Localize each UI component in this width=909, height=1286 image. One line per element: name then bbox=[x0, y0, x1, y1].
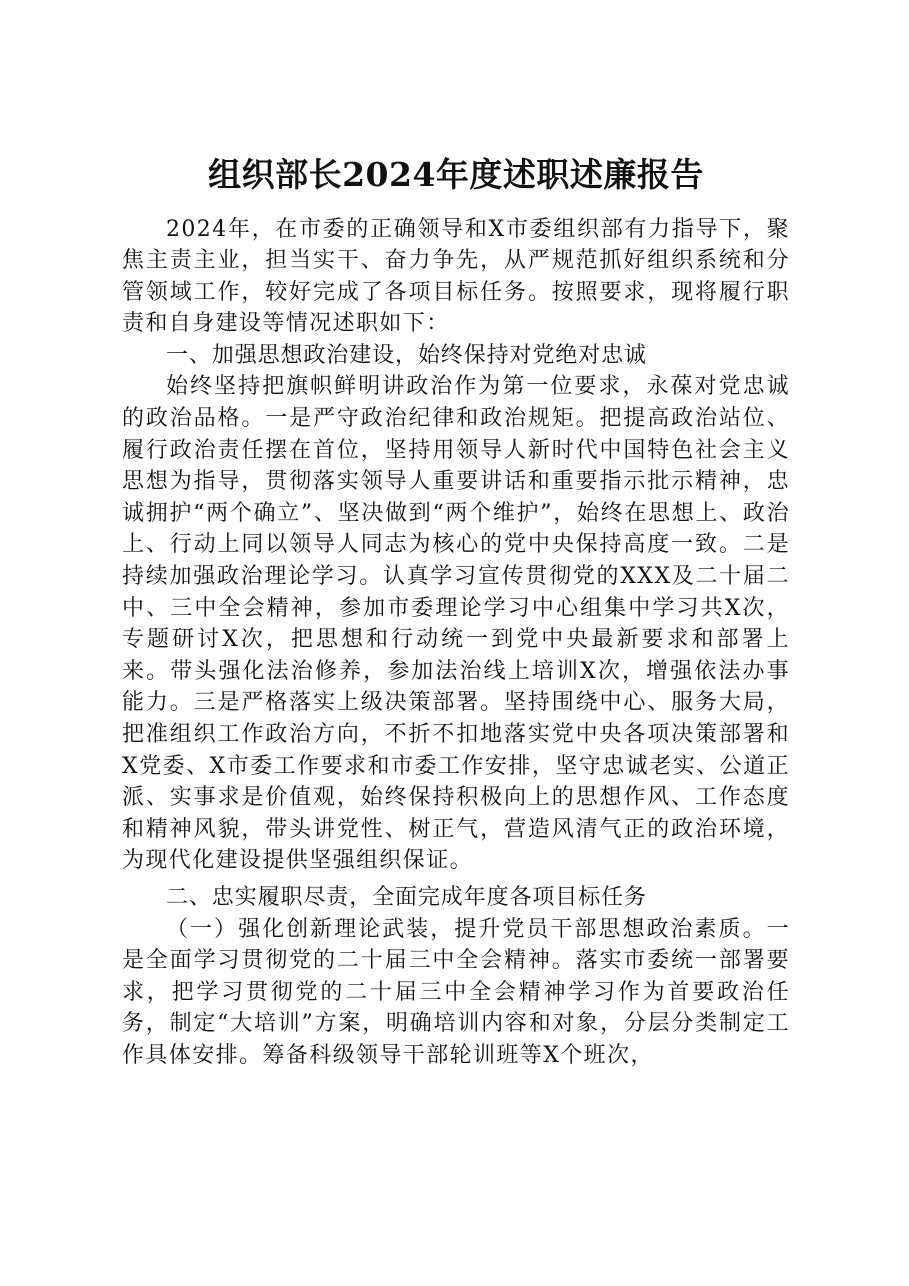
intro-paragraph: 2024年，在市委的正确领导和X市委组织部有力指导下，聚焦主责主业，担当实干、奋力争先，从严规范抓好组织系统和分管领域工作，较好完成了各项目标任务。按照要求，现将履行职责和自身建设等情况述职如下： bbox=[122, 216, 790, 337]
section-1-paragraph: 始终坚持把旗帜鲜明讲政治作为第一位要求，永葆对党忠诚的政治品格。一是严守政治纪律和政治规矩。把提高政治站位、履行政治责任摆在首位，坚持用领导人新时代中国特色社会主义思想为指导，贯彻落实领导人重要讲话和重要指示批示精神，忠诚拥护“两个确立”、坚决做到“两个维护”，始终在思想上、政治上、行动上同以领导人同志为核心的党中央保持高度一致。二是持续加强政治理论学习。认真学习宣传贯彻党的XXX及二十届二中、三中全会精神，参加市委理论学习中心组集中学习共X次，专题研讨X次，把思想和行动统一到党中央最新要求和部署上来。带头强化法治修养，参加法治线上培训X次，增强依法办事能力。三是严格落实上级决策部署。坚持围绕中心、服务大局，把准组织工作政治方向，不折不扣地落实党中央各项决策部署和X党委、X市委工作要求和市委工作安排，坚守忠诚老实、公道正派、实事求是价值观，始终保持积极向上的思想作风、工作态度和精神风貌，带头讲党性、树正气，营造风清气正的政治环境，为现代化建设提供坚强组织保证。 bbox=[122, 374, 790, 874]
section-heading-1: 一、加强思想政治建设，始终保持对党绝对忠诚 bbox=[166, 342, 647, 368]
section-2-paragraph: （一）强化创新理论武装，提升党员干部思想政治素质。一是全面学习贯彻党的二十届三中全会精神。落实市委统一部署要求，把学习贯彻党的二十届三中全会精神学习作为首要政治任务，制定“大培训”方案，明确培训内容和对象，分层分类制定工作具体安排。筹备科级领导干部轮训班等X个班次， bbox=[122, 916, 790, 1068]
document-page bbox=[122, 150, 790, 1072]
document-title: 组织部长2024年度述职述廉报告 bbox=[208, 155, 704, 194]
section-heading-2: 二、忠实履职尽责，全面完成年度各项目标任务 bbox=[166, 884, 647, 910]
